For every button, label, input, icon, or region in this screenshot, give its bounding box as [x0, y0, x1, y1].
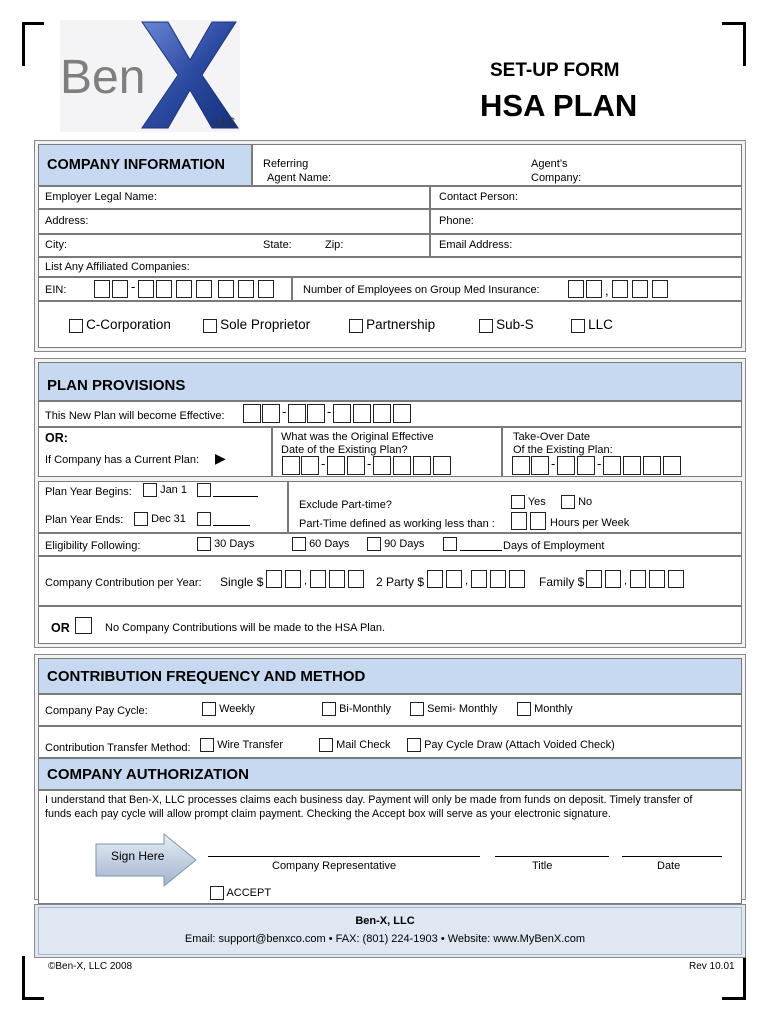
- city-state-zip-field[interactable]: [38, 234, 430, 257]
- eligibility-other-days[interactable]: [443, 537, 457, 551]
- orig-eff-label-1: What was the Original Effective: [281, 431, 434, 443]
- address-field[interactable]: [38, 209, 430, 234]
- d30-label: 30 Days: [214, 537, 255, 550]
- frequency-title: CONTRIBUTION FREQUENCY AND METHOD: [47, 667, 366, 685]
- exclude-pt-label: Exclude Part-time?: [299, 499, 392, 511]
- corner-bracket-top-right: [722, 22, 746, 66]
- exclude-pt-no[interactable]: [561, 495, 592, 509]
- single-amount-5[interactable]: [348, 570, 364, 588]
- checkbox[interactable]: [517, 702, 531, 716]
- orig-date-y3[interactable]: [413, 456, 431, 475]
- family-amount-2[interactable]: [605, 570, 621, 588]
- logo-suffix: ,LLC: [212, 116, 236, 128]
- transfer-mail-check[interactable]: [319, 738, 390, 752]
- checkbox[interactable]: [443, 537, 457, 551]
- orig-date-m2[interactable]: [301, 456, 319, 475]
- d90-label: 90 Days: [384, 537, 425, 550]
- arrow-right-icon: ▶: [215, 450, 226, 466]
- takeover-dash-1: -: [551, 456, 556, 471]
- employees-digit-1[interactable]: [568, 280, 584, 298]
- ein-digit-8[interactable]: [238, 280, 254, 298]
- eligibility-90-days[interactable]: [367, 537, 424, 551]
- ein-dash: -: [131, 279, 136, 294]
- checkbox[interactable]: [349, 319, 363, 333]
- checkbox[interactable]: [571, 319, 585, 333]
- d60-label: 60 Days: [309, 537, 350, 550]
- referring-label-1: Referring: [263, 158, 309, 170]
- wire-label: Wire Transfer: [217, 738, 284, 751]
- two-party-comma: ,: [465, 575, 469, 587]
- plan-provisions-header: [38, 362, 742, 401]
- orig-dash-2: -: [367, 456, 372, 471]
- employer-name-label: Employer Legal Name:: [45, 191, 157, 203]
- single-amount-4[interactable]: [329, 570, 345, 588]
- entity-label: Partnership: [366, 317, 436, 332]
- city-label: City:: [45, 239, 67, 251]
- ein-digit-6[interactable]: [196, 280, 212, 298]
- two-party-label: 2 Party $: [376, 575, 425, 589]
- checkbox[interactable]: [410, 702, 424, 716]
- entity-label: LLC: [588, 317, 613, 332]
- takeover-label-1: Take-Over Date: [513, 431, 591, 443]
- entity-label: Sole Proprietor: [220, 317, 311, 332]
- current-plan-row: [38, 427, 272, 477]
- employer-name-field[interactable]: [38, 186, 430, 209]
- orig-date-d2[interactable]: [347, 456, 365, 475]
- family-amount-1[interactable]: [586, 570, 602, 588]
- transfer-pay-cycle-draw[interactable]: [407, 738, 615, 752]
- corner-bracket-bottom-left: [22, 956, 44, 1000]
- contribution-label: Company Contribution per Year:: [45, 577, 202, 589]
- weekly-label: Weekly: [219, 702, 255, 715]
- pay-cycle-draw-label: Pay Cycle Draw (Attach Voided Check): [424, 738, 615, 751]
- checkbox[interactable]: [319, 738, 333, 752]
- checkbox[interactable]: [322, 702, 336, 716]
- two-party-amount-1[interactable]: [427, 570, 443, 588]
- title-signature-line[interactable]: [495, 856, 609, 857]
- single-comma: ,: [304, 575, 308, 587]
- effective-date-y4[interactable]: [393, 404, 411, 423]
- footer-copyright: ©Ben-X, LLC 2008: [48, 961, 133, 972]
- pay-cycle-label: Company Pay Cycle:: [45, 705, 148, 717]
- auth-statement-line-1: I understand that Ben-X, LLC processes claims each business day. Payment will only be made from funds on deposit. Timely transfer of: [45, 794, 693, 806]
- eligibility-60-days[interactable]: [292, 537, 349, 551]
- effective-date-y3[interactable]: [373, 404, 391, 423]
- pay-cycle-bimonthly[interactable]: [322, 702, 391, 716]
- checkbox[interactable]: [202, 702, 216, 716]
- agent-row: [252, 144, 742, 186]
- employees-row: [292, 277, 742, 301]
- plan-title: HSA PLAN: [480, 88, 638, 123]
- effective-date-m2[interactable]: [262, 404, 280, 423]
- effective-date-y2[interactable]: [353, 404, 371, 423]
- transfer-method-label: Contribution Transfer Method:: [45, 742, 191, 754]
- hours-per-week-label: Hours per Week: [550, 517, 630, 529]
- effective-dash-2: -: [327, 404, 332, 419]
- num-employees-label: Number of Employees on Group Med Insurance:: [303, 284, 540, 296]
- agents-company-label-1: Agent’s: [531, 158, 568, 170]
- date-signature-line[interactable]: [622, 856, 722, 857]
- eligibility-30-days[interactable]: [197, 537, 254, 551]
- company-logo: [60, 20, 240, 132]
- ein-digit-2[interactable]: [112, 280, 128, 298]
- checkbox[interactable]: [203, 319, 217, 333]
- entity-sub-s[interactable]: [479, 317, 534, 333]
- takeover-date-y2[interactable]: [623, 456, 641, 475]
- or-label: OR:: [45, 431, 68, 445]
- days-employment-label: Days of Employment: [503, 540, 605, 552]
- entity-label: Sub-S: [496, 317, 534, 332]
- effective-date-d1[interactable]: [288, 404, 306, 423]
- checkbox[interactable]: [69, 319, 83, 333]
- or2-label: OR: [51, 621, 70, 635]
- two-party-amount-2[interactable]: [446, 570, 462, 588]
- company-rep-signature-line[interactable]: [208, 856, 480, 857]
- effective-date-m1[interactable]: [243, 404, 261, 423]
- ein-digit-4[interactable]: [156, 280, 172, 298]
- checkbox[interactable]: [134, 512, 148, 526]
- pay-cycle-monthly[interactable]: [517, 702, 573, 716]
- effective-date-d2[interactable]: [307, 404, 325, 423]
- monthly-label: Monthly: [534, 702, 573, 715]
- accept-checkbox[interactable]: [210, 886, 224, 900]
- transfer-wire[interactable]: [200, 738, 283, 752]
- if-current-label: If Company has a Current Plan:: [45, 454, 200, 466]
- company-info-title: COMPANY INFORMATION: [47, 157, 226, 173]
- takeover-date-y3[interactable]: [643, 456, 661, 475]
- company-info-header: [38, 144, 252, 186]
- email-label: Email Address:: [439, 239, 513, 251]
- plan-year-ends-label: Plan Year Ends:: [45, 514, 124, 526]
- single-amount-2[interactable]: [285, 570, 301, 588]
- title-label: Title: [532, 860, 553, 872]
- two-party-amount-5[interactable]: [509, 570, 525, 588]
- entity-label: C-Corporation: [86, 317, 171, 332]
- ends-other-line[interactable]: [213, 525, 250, 526]
- pt-hours-digit-2[interactable]: [530, 512, 546, 530]
- company-rep-label: Company Representative: [272, 860, 397, 872]
- checkbox[interactable]: [292, 537, 306, 551]
- mail-check-label: Mail Check: [336, 738, 391, 751]
- takeover-dash-2: -: [597, 456, 602, 471]
- state-label: State:: [263, 239, 292, 251]
- family-amount-5[interactable]: [668, 570, 684, 588]
- two-party-amount-3[interactable]: [471, 570, 487, 588]
- single-label: Single $: [220, 575, 264, 589]
- effective-date-y1[interactable]: [333, 404, 351, 423]
- family-label: Family $: [539, 575, 585, 589]
- jan1-option[interactable]: [143, 483, 187, 497]
- employees-digit-2[interactable]: [586, 280, 602, 298]
- begins-other-line[interactable]: [213, 496, 258, 497]
- takeover-date-d1[interactable]: [557, 456, 575, 475]
- checkbox[interactable]: [479, 319, 493, 333]
- family-amount-4[interactable]: [649, 570, 665, 588]
- ends-other-option[interactable]: [197, 512, 211, 526]
- takeover-date-m2[interactable]: [531, 456, 549, 475]
- begins-other-option[interactable]: [197, 483, 211, 497]
- orig-date-y1[interactable]: [373, 456, 391, 475]
- entity-sole-proprietor[interactable]: [203, 317, 310, 333]
- pay-cycle-weekly[interactable]: [202, 702, 255, 716]
- yes-label: Yes: [527, 495, 546, 508]
- family-amount-3[interactable]: [630, 570, 646, 588]
- no-contribution-row: [38, 606, 742, 644]
- no-label: No: [578, 495, 593, 508]
- referring-label-2[interactable]: Agent Name:: [267, 172, 332, 184]
- orig-date-y4[interactable]: [433, 456, 451, 475]
- checkbox[interactable]: [367, 537, 381, 551]
- orig-eff-label-2: Date of the Existing Plan?: [281, 444, 408, 456]
- ein-label: EIN:: [45, 284, 67, 296]
- accept-label: ACCEPT: [226, 886, 272, 899]
- entity-llc[interactable]: [571, 317, 613, 333]
- no-contribution-checkbox[interactable]: [75, 617, 92, 634]
- ein-digit-3[interactable]: [138, 280, 154, 298]
- orig-dash-1: -: [321, 456, 326, 471]
- employees-digit-5[interactable]: [652, 280, 668, 298]
- orig-date-m1[interactable]: [282, 456, 300, 475]
- phone-label: Phone:: [439, 215, 474, 227]
- takeover-date-d2[interactable]: [577, 456, 595, 475]
- corner-bracket-top-left: [22, 22, 44, 66]
- plan-year-begins-label: Plan Year Begins:: [45, 486, 132, 498]
- footer-contact: Email: support@benxco.com • FAX: (801) 224-1903 • Website: www.MyBenX.com: [184, 933, 586, 945]
- effective-label: This New Plan will become Effective:: [45, 410, 225, 422]
- checkbox[interactable]: [197, 537, 211, 551]
- entity-c-corporation[interactable]: [69, 317, 171, 333]
- frequency-header: [38, 658, 742, 694]
- employees-digit-4[interactable]: [632, 280, 648, 298]
- accept-option[interactable]: [210, 886, 271, 900]
- single-amount-3[interactable]: [310, 570, 326, 588]
- ein-digit-1[interactable]: [94, 280, 110, 298]
- effective-dash-1: -: [282, 404, 287, 419]
- pt-defined-label: Part-Time defined as working less than :: [299, 518, 495, 530]
- checkbox[interactable]: [197, 512, 211, 526]
- phone-field[interactable]: [430, 209, 742, 234]
- dec31-label: Dec 31: [151, 512, 186, 525]
- email-field[interactable]: [430, 234, 742, 257]
- footer-revision: Rev 10.01: [689, 961, 735, 972]
- employees-digit-3[interactable]: [612, 280, 628, 298]
- checkbox[interactable]: [197, 483, 211, 497]
- footer-company-name: Ben-X, LLC: [355, 915, 415, 927]
- takeover-date-y4[interactable]: [663, 456, 681, 475]
- checkbox[interactable]: [200, 738, 214, 752]
- date-label: Date: [657, 860, 681, 872]
- logo-text: Ben: [60, 51, 146, 104]
- affiliated-companies-field[interactable]: [38, 257, 742, 277]
- affiliated-label: List Any Affiliated Companies:: [45, 261, 190, 273]
- ein-digit-9[interactable]: [258, 280, 274, 298]
- jan1-label: Jan 1: [160, 483, 187, 496]
- eligibility-other-line[interactable]: [460, 550, 502, 551]
- pay-cycle-semimonthly[interactable]: [410, 702, 497, 716]
- takeover-date-m1[interactable]: [512, 456, 530, 475]
- ein-digit-5[interactable]: [176, 280, 192, 298]
- orig-date-d1[interactable]: [327, 456, 345, 475]
- checkbox[interactable]: [407, 738, 421, 752]
- entity-partnership[interactable]: [349, 317, 435, 333]
- family-comma: ,: [624, 575, 628, 587]
- sign-here-label: Sign Here: [111, 849, 165, 863]
- checkbox[interactable]: [75, 617, 92, 634]
- employees-comma: ,: [605, 283, 609, 298]
- takeover-label-2: Of the Existing Plan:: [513, 444, 613, 456]
- semimonthly-label: Semi- Monthly: [427, 702, 498, 715]
- agents-company-label-2[interactable]: Company:: [531, 172, 582, 184]
- checkbox[interactable]: [143, 483, 157, 497]
- two-party-amount-4[interactable]: [490, 570, 506, 588]
- contact-person-label: Contact Person:: [439, 191, 518, 203]
- exclude-pt-yes[interactable]: [511, 495, 546, 509]
- orig-date-y2[interactable]: [393, 456, 411, 475]
- checkbox[interactable]: [511, 495, 525, 509]
- plan-provisions-title: PLAN PROVISIONS: [47, 377, 186, 394]
- zip-label: Zip:: [325, 239, 344, 251]
- contact-person-field[interactable]: [430, 186, 742, 209]
- checkbox[interactable]: [561, 495, 575, 509]
- single-amount-1[interactable]: [266, 570, 282, 588]
- address-label: Address:: [45, 215, 89, 227]
- logo-x-mark: [140, 20, 240, 130]
- form-label: SET-UP FORM: [490, 60, 620, 81]
- auth-statement-line-2: funds each pay cycle will allow prompt claim payment. Checking the Accept box will serve as your electronic signature.: [45, 808, 611, 820]
- ein-digit-7[interactable]: [218, 280, 234, 298]
- pt-hours-digit-1[interactable]: [511, 512, 527, 530]
- eligibility-label: Eligibility Following:: [45, 540, 141, 552]
- dec31-option[interactable]: [134, 512, 186, 526]
- authorization-title: COMPANY AUTHORIZATION: [47, 765, 249, 783]
- bimonthly-label: Bi-Monthly: [339, 702, 392, 715]
- takeover-date-y1[interactable]: [603, 456, 621, 475]
- authorization-header: [38, 758, 742, 790]
- no-contrib-label: No Company Contributions will be made to the HSA Plan.: [105, 622, 386, 634]
